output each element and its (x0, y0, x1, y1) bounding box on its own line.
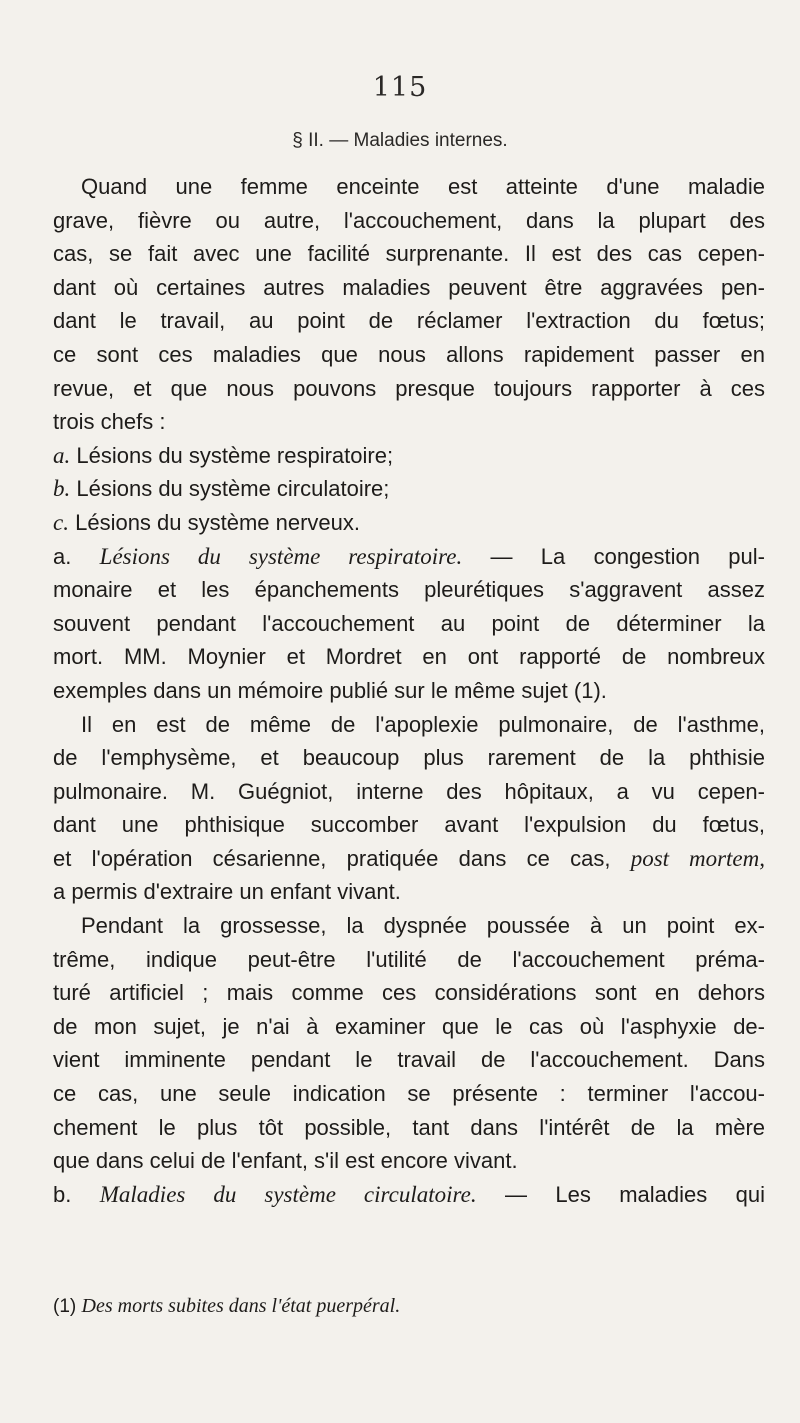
section-heading: § II. — Maladies internes. (292, 130, 508, 151)
text-line (53, 842, 765, 876)
list-item-text: Lésions du système nerveux. (75, 509, 361, 535)
subsection-title: Lésions du système respiratoire. (99, 543, 463, 569)
text-line: monaire et les épanchements pleurétiques s'aggravent assez (53, 577, 765, 603)
text-line: Quand une femme enceinte est atteinte d'une maladie (81, 174, 765, 199)
text-line: pulmonaire. M. Guégniot, interne des hôpitaux, a vu cepen- (53, 778, 765, 804)
text-line: Pendant la grossesse, la dyspnée poussée à un point ex- (81, 913, 765, 939)
text-line: grave, fièvre ou autre, l'accouchement, dans la plupart des (53, 207, 765, 233)
text-line: cas, se fait avec une facilité surprenante. Il est des cas cepen- (53, 241, 765, 267)
list-item (53, 506, 765, 540)
subsection-marker: a. (53, 543, 72, 569)
list-marker: b. (53, 476, 71, 502)
footnote-marker: (1) (53, 1296, 77, 1317)
list-marker: a. (53, 442, 71, 468)
latin-phrase: post mortem, (630, 845, 765, 871)
text-fragment: — La congestion pul- (490, 543, 765, 569)
text-line: Il en est de même de l'apoplexie pulmonaire, de l'asthme, (81, 711, 765, 737)
text-line: de l'emphysème, et beaucoup plus rarement de la phthisie (53, 745, 765, 771)
text-line: souvent pendant l'accouchement au point de déterminer la (53, 610, 765, 636)
text-line: revue, et que nous pouvons presque toujours rapporter à ces (53, 375, 765, 401)
text-line: a permis d'extraire un enfant vivant. (53, 879, 401, 905)
text-line: vient imminente pendant le travail de l'accouchement. Dans (53, 1047, 765, 1073)
list-item-text: Lésions du système respiratoire; (76, 442, 394, 468)
text-line: dant le travail, au point de réclamer l'extraction du fœtus; (53, 308, 765, 334)
text-line: ce sont ces maladies que nous allons rapidement passer en (53, 341, 765, 367)
text-line: dant une phthisique succomber avant l'expulsion du fœtus, (53, 812, 765, 838)
text-line: ce cas, une seule indication se présente : terminer l'accou- (53, 1081, 765, 1107)
subsection-heading-line (53, 540, 765, 574)
text-line: trois chefs : (53, 409, 166, 435)
text-line: exemples dans un mémoire publié sur le même sujet (1). (53, 677, 607, 703)
footnote (53, 1295, 400, 1318)
subsection-marker: b. (53, 1181, 72, 1207)
list-item (53, 472, 765, 506)
footnote-text: Des morts subites dans l'état puerpéral. (81, 1295, 401, 1317)
text-line: turé artificiel ; mais comme ces considérations sont en dehors (53, 980, 765, 1006)
text-line: chement le plus tôt possible, tant dans l'intérêt de la mère (53, 1114, 765, 1140)
text-line: de mon sujet, je n'ai à examiner que le cas où l'asphyxie de- (53, 1013, 765, 1039)
subsection-title: Maladies du système circulatoire. (99, 1181, 477, 1207)
text-line: que dans celui de l'enfant, s'il est encore vivant. (53, 1148, 518, 1174)
page-number: 115 (372, 72, 428, 103)
list-marker: c. (53, 509, 69, 535)
list-item (53, 439, 765, 473)
text-fragment: — Les maladies qui (504, 1181, 765, 1207)
subsection-heading-line (53, 1178, 765, 1212)
body-text (53, 170, 765, 1211)
text-line: mort. MM. Moynier et Mordret en ont rapporté de nombreux (53, 644, 765, 670)
text-line: dant où certaines autres maladies peuvent être aggravées pen- (53, 274, 765, 300)
list-item-text: Lésions du système circulatoire; (76, 476, 390, 502)
text-line: trême, indique peut-être l'utilité de l'accouchement préma- (53, 946, 765, 972)
text-fragment: et l'opération césarienne, pratiquée dans ce cas, (53, 845, 611, 871)
